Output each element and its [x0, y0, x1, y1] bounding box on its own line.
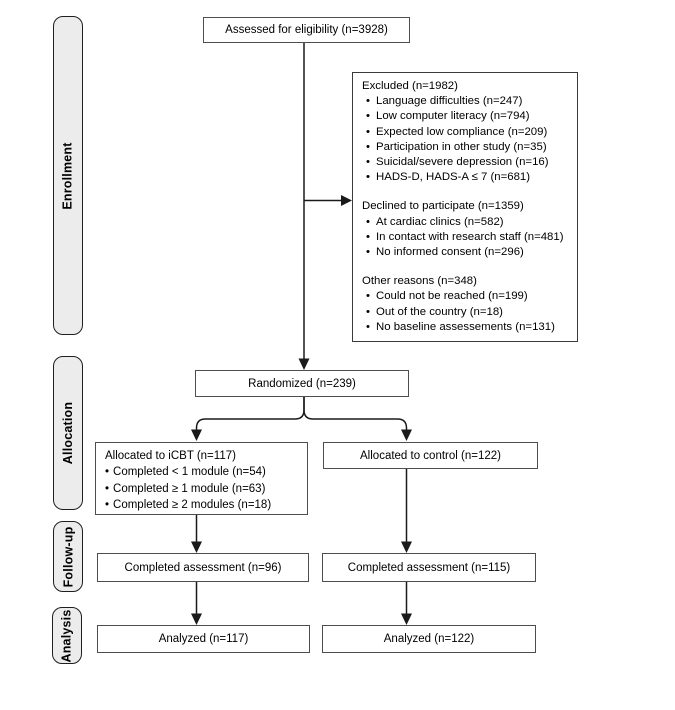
bullet-glyph: •: [366, 246, 370, 259]
other-reasons-section: [362, 274, 568, 335]
box-followup-icbt: [97, 553, 309, 582]
randomized-label: Randomized (n=239): [248, 377, 356, 390]
stage-enrollment: [53, 16, 83, 335]
other-reasons-heading: Other reasons (n=348): [362, 275, 477, 288]
bullet-glyph: •: [105, 466, 110, 479]
arrowhead-followup-left: [191, 542, 202, 554]
bullet-glyph: •: [366, 215, 370, 228]
allocated-icbt-item: • Completed < 1 module (n=54): [105, 466, 266, 479]
stage-followup: [53, 521, 83, 592]
box-excluded: [352, 72, 578, 342]
box-followup-control: [322, 553, 536, 582]
stage-analysis-label: Analysis: [60, 608, 74, 663]
bullet-glyph: •: [366, 140, 370, 153]
allocated-control-label: Allocated to control (n=122): [360, 449, 501, 462]
box-allocated-control: [323, 442, 538, 469]
bullet-glyph: •: [366, 305, 370, 318]
excluded-section: [362, 79, 568, 185]
declined-heading: Declined to participate (n=1359): [362, 200, 524, 213]
excluded-item: • Language difficulties (n=247): [366, 95, 523, 108]
stage-enrollment-label: Enrollment: [61, 141, 76, 210]
box-analyzed-icbt: [97, 625, 310, 653]
stage-followup-label: Follow-up: [61, 526, 75, 587]
box-allocated-icbt: [95, 442, 308, 515]
followup-icbt-label: Completed assessment (n=96): [124, 561, 282, 574]
analyzed-icbt-label: Analyzed (n=117): [158, 633, 249, 645]
bullet-glyph: •: [366, 171, 370, 184]
bullet-glyph: •: [105, 482, 110, 495]
arrowhead-analyzed-left: [191, 614, 202, 626]
arrowhead-analyzed-right: [401, 614, 412, 626]
bullet-glyph: •: [366, 230, 370, 243]
other-reasons-item: • Could not be reached (n=199): [366, 290, 528, 303]
split-right: [304, 397, 407, 430]
arrowhead-excluded: [341, 195, 352, 206]
excluded-item: • Expected low compliance (n=209): [366, 125, 548, 138]
analyzed-control-label: Analyzed (n=122): [383, 633, 475, 645]
excluded-item: • Suicidal/severe depression (n=16): [366, 156, 549, 169]
excluded-item: • HADS-D, HADS-A ≤ 7 (n=681): [366, 171, 531, 184]
declined-section: [362, 199, 568, 260]
excluded-item: • Participation in other study (n=35): [366, 140, 547, 153]
box-assessed-eligibility: [203, 17, 410, 43]
bullet-glyph: •: [366, 156, 370, 169]
other-reasons-item: • No baseline assessements (n=131): [366, 320, 555, 333]
box-randomized: [195, 370, 409, 397]
arrowhead-randomized: [299, 359, 310, 371]
declined-item: • In contact with research staff (n=481): [366, 230, 564, 243]
allocated-icbt-item: • Completed ≥ 1 module (n=63): [105, 482, 266, 495]
bullet-glyph: •: [366, 320, 370, 333]
excluded-item: • Low computer literacy (n=794): [366, 110, 530, 123]
stage-allocation-label: Allocation: [61, 401, 76, 465]
assessed-label: Assessed for eligibility (n=3928): [225, 24, 388, 36]
stage-analysis: [52, 607, 82, 664]
bullet-glyph: •: [366, 125, 370, 138]
arrowhead-alloc-left: [191, 430, 202, 442]
bullet-glyph: •: [105, 499, 110, 512]
declined-item: • At cardiac clinics (n=582): [366, 215, 504, 228]
arrowhead-alloc-right: [401, 430, 412, 442]
split-left: [197, 397, 305, 430]
arrowhead-followup-right: [401, 542, 412, 554]
excluded-heading: Excluded (n=1982): [362, 80, 458, 92]
box-analyzed-control: [322, 625, 536, 653]
stage-allocation: [53, 356, 83, 510]
other-reasons-item: • Out of the country (n=18): [366, 305, 503, 318]
allocated-icbt-item: • Completed ≥ 2 modules (n=18): [105, 499, 272, 512]
bullet-glyph: •: [366, 95, 370, 108]
allocated-icbt-heading: Allocated to iCBT (n=117): [105, 450, 236, 462]
declined-item: • No informed consent (n=296): [366, 246, 524, 259]
bullet-glyph: •: [366, 290, 370, 303]
bullet-glyph: •: [366, 110, 370, 123]
followup-control-label: Completed assessment (n=115): [347, 561, 511, 574]
